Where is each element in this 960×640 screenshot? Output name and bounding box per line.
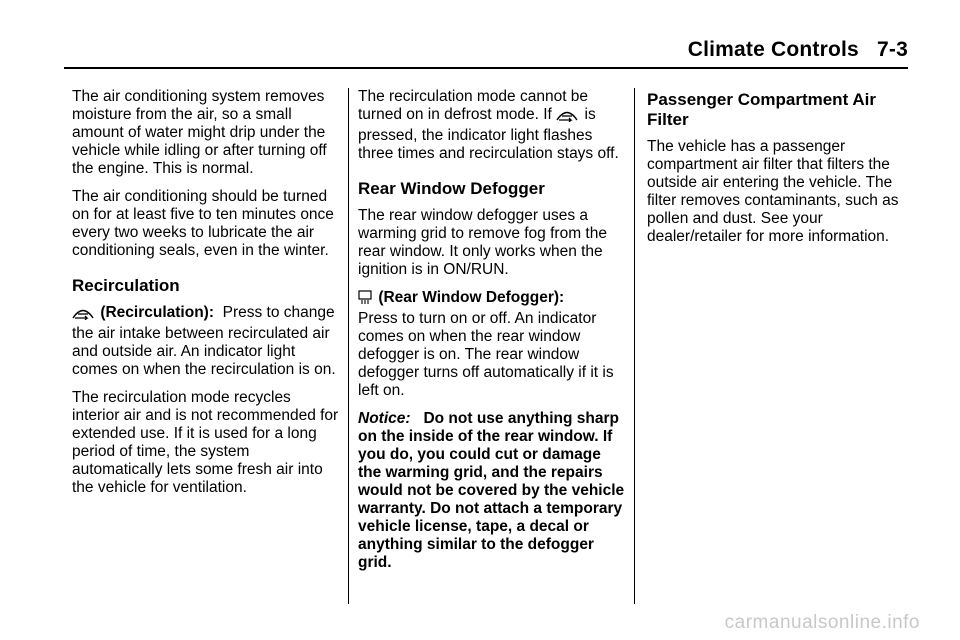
air-filter-heading: Passenger Compartment Air Filter xyxy=(647,90,876,129)
notice-block xyxy=(358,410,626,572)
column-divider-1 xyxy=(348,88,349,604)
rear-defogger-heading: Rear Window Defogger xyxy=(358,179,545,198)
column-divider-2 xyxy=(634,88,635,604)
air-filter-paragraph: The vehicle has a passenger compartment air filter that filters the outside air entering the vehicle. The filter removes contaminants, such as pollen and dust. See your dealer/retailer for more information. xyxy=(647,138,899,245)
recirculation-usage-paragraph: The recirculation mode recycles interior air and is not recommended for extended use. If it is used for a long period of time, the system automatically lets some fresh air into the vehicle for ventilation. xyxy=(72,389,339,496)
page-header xyxy=(688,38,908,62)
defrost-note-text-b: is pressed, the indicator light flashes three times and recirculation stays off. xyxy=(358,106,619,162)
rear-defogger-icon xyxy=(358,290,372,310)
recirculation-description xyxy=(72,304,340,379)
rear-defogger-label: (Rear Window Defogger): xyxy=(378,289,565,306)
rear-defogger-text: Press to turn on or off. An indicator comes on when the rear window defogger is on. The rear window defogger turns off automatically if it is left on. xyxy=(358,310,614,399)
ac-moisture-paragraph: The air conditioning system removes moisture from the air, so a small amount of water might drip under the vehicle while idling or after turning off the engine. This is normal. xyxy=(72,88,327,177)
page-number: 7-3 xyxy=(877,38,908,61)
defrost-note-paragraph xyxy=(358,88,626,163)
recirculation-heading: Recirculation xyxy=(72,276,180,295)
recirculation-icon xyxy=(72,307,94,325)
header-rule xyxy=(64,67,908,69)
section-title: Climate Controls xyxy=(687,38,859,61)
recirculation-icon-inline xyxy=(556,109,578,127)
recirculation-text: Press to change the air intake between recirculated air and outside air. An indicator light comes on when the recirculation is on. xyxy=(72,304,336,378)
ac-maintenance-paragraph: The air conditioning should be turned on for at least five to ten minutes once every two weeks to lubricate the air conditioning seals, even in the winter. xyxy=(72,188,334,259)
column-3 xyxy=(647,88,915,256)
notice-label: Notice: xyxy=(358,410,411,427)
column-1 xyxy=(72,88,340,507)
rear-defogger-intro: The rear window defogger uses a warming grid to remove fog from the rear window. It only works when the ignition is in ON/RUN. xyxy=(358,207,607,278)
watermark: carmanualsonline.info xyxy=(724,612,920,633)
column-2 xyxy=(358,88,626,582)
rear-defogger-description xyxy=(358,289,626,400)
notice-text: Do not use anything sharp on the inside of the rear window. If you do, you could cut or damage the warming grid, and the repairs would not be covered by the vehicle warranty. Do not attach a temporary vehicle license, tape, a decal or anything similar to the defogger grid. xyxy=(358,410,625,571)
recirculation-label: (Recirculation): xyxy=(100,304,214,321)
defrost-note-text-a: The recirculation mode cannot be turned on in defrost mode. If xyxy=(358,88,589,123)
